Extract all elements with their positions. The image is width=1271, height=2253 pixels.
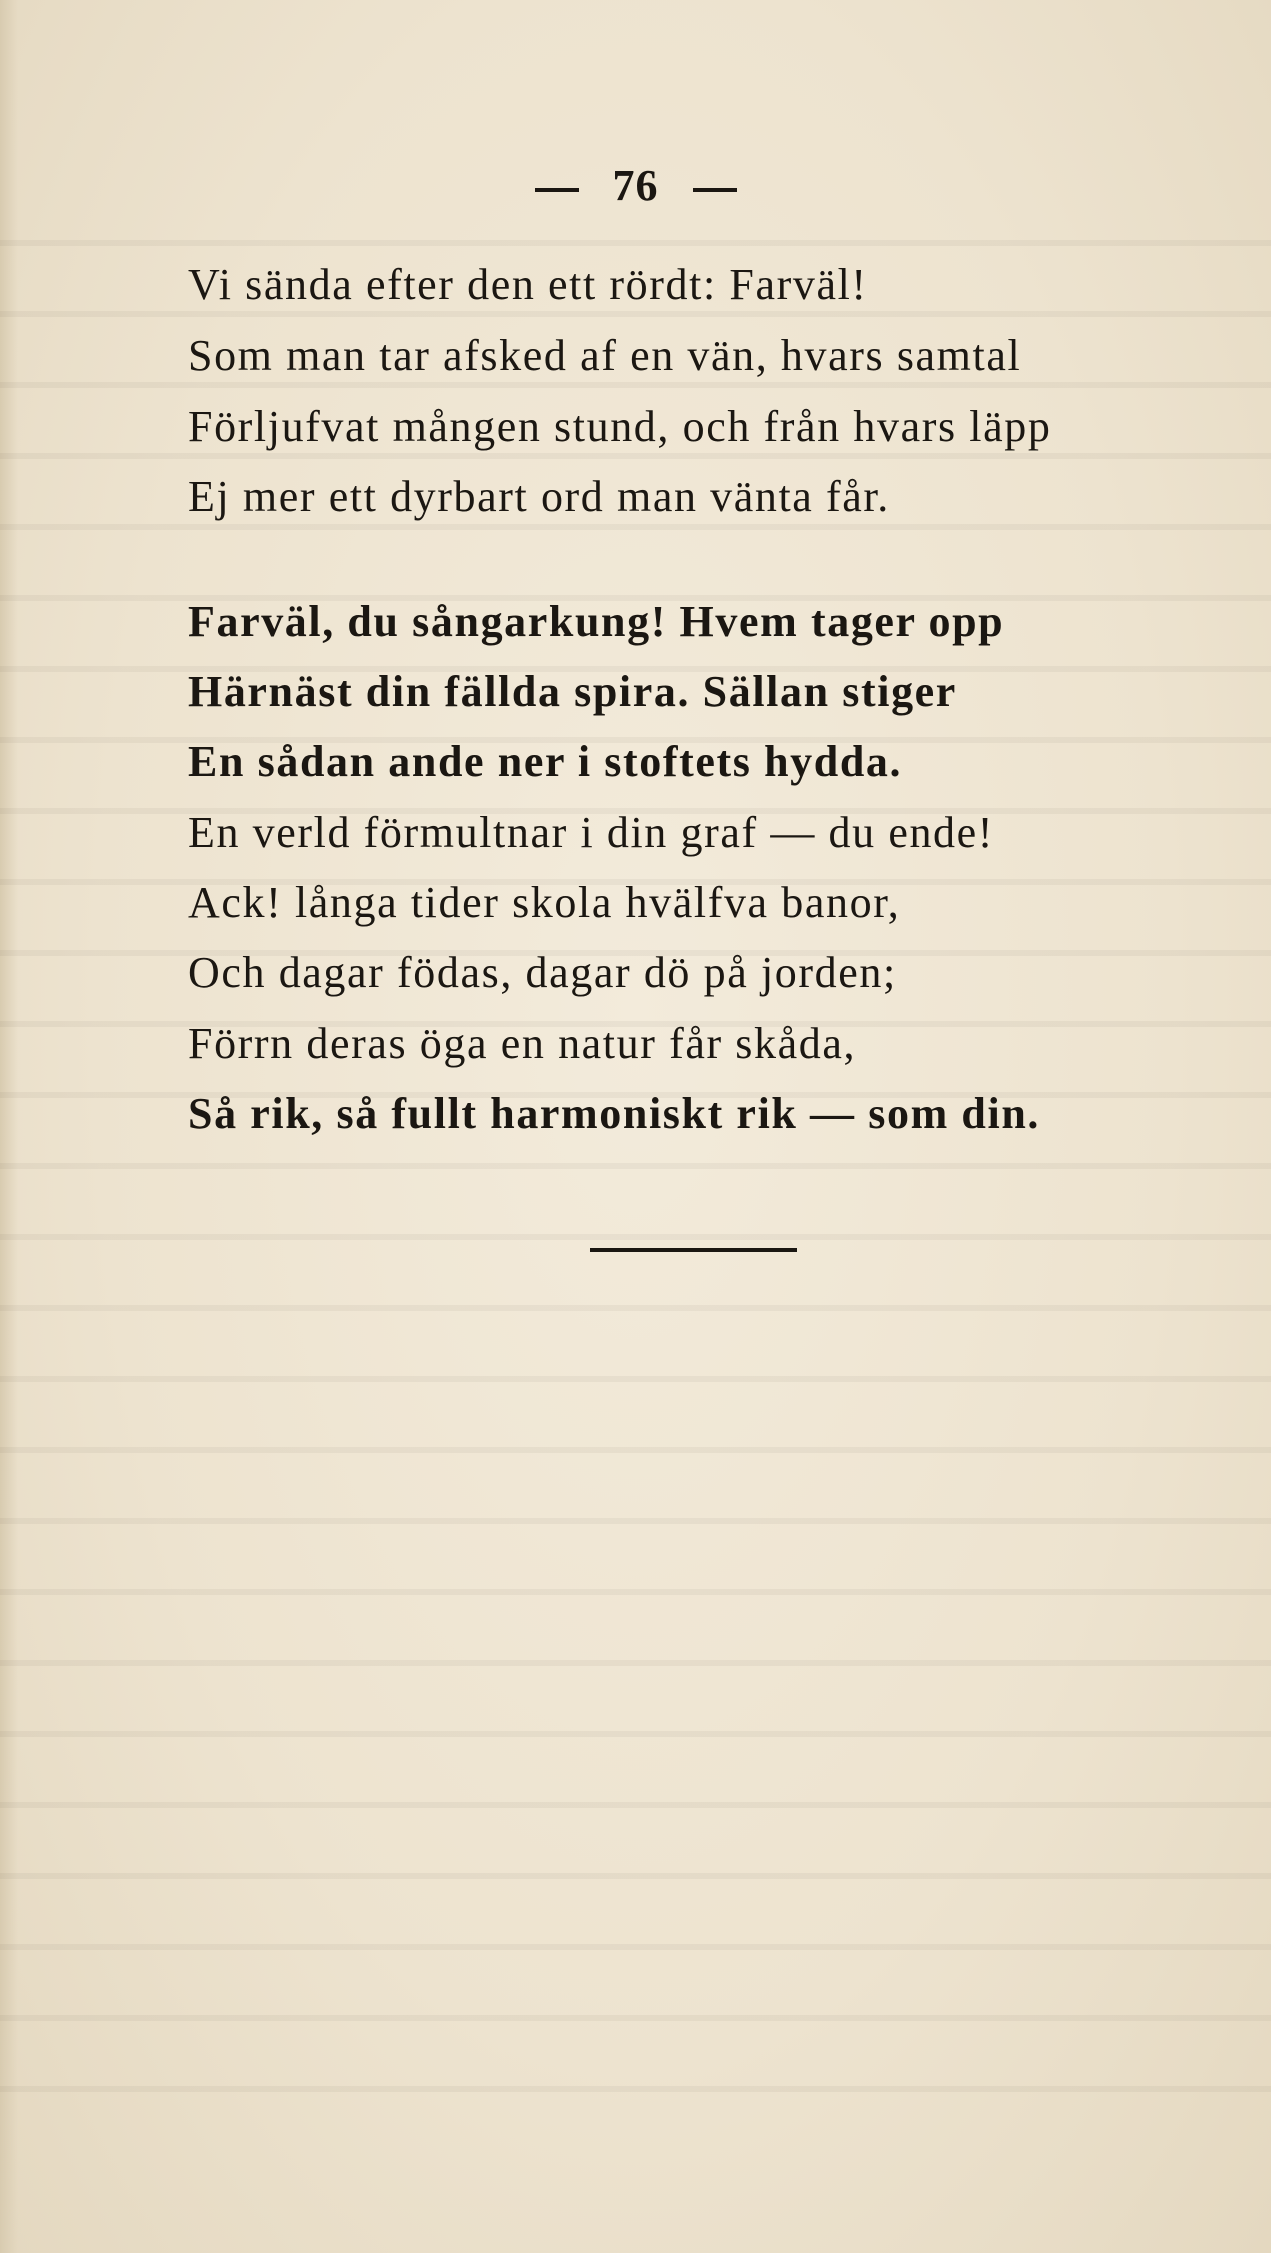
poem-line-11: Förrn deras öga en natur får skåda, — [188, 1019, 857, 1068]
poem-line-6: Härnäst din fällda spira. Sällan stiger — [188, 667, 957, 716]
header-dash-right — [693, 188, 737, 192]
poem-line-1: Vi sända efter den ett rördt: Farväl! — [188, 260, 868, 309]
poem-line-12: Så rik, så fullt harmoniskt rik — som din. — [188, 1089, 1041, 1138]
poem-line-2: Som man tar afsked af en vän, hvars samtal — [188, 331, 1022, 380]
poem-line-10: Och dagar födas, dagar dö på jorden; — [188, 948, 897, 997]
poem-line-7: En sådan ande ner i stoftets hydda. — [188, 737, 903, 786]
page-edge-shadow — [0, 0, 18, 2253]
poem-line-4: Ej mer ett dyrbart ord man vänta får. — [188, 472, 890, 521]
poem-line-9: Ack! långa tider skola hvälfva banor, — [188, 878, 901, 927]
header-dash-left — [535, 188, 579, 192]
end-rule-divider — [590, 1248, 797, 1252]
poem-line-3: Förljufvat mången stund, och från hvars läpp — [188, 402, 1052, 451]
page-number: 76 — [612, 161, 659, 210]
page-header — [0, 160, 1271, 211]
poem-line-5: Farväl, du sångarkung! Hvem tager opp — [188, 597, 1005, 646]
poem-line-8: En verld förmultnar i din graf — du ende! — [188, 808, 995, 857]
show-through-text — [0, 240, 1271, 2140]
